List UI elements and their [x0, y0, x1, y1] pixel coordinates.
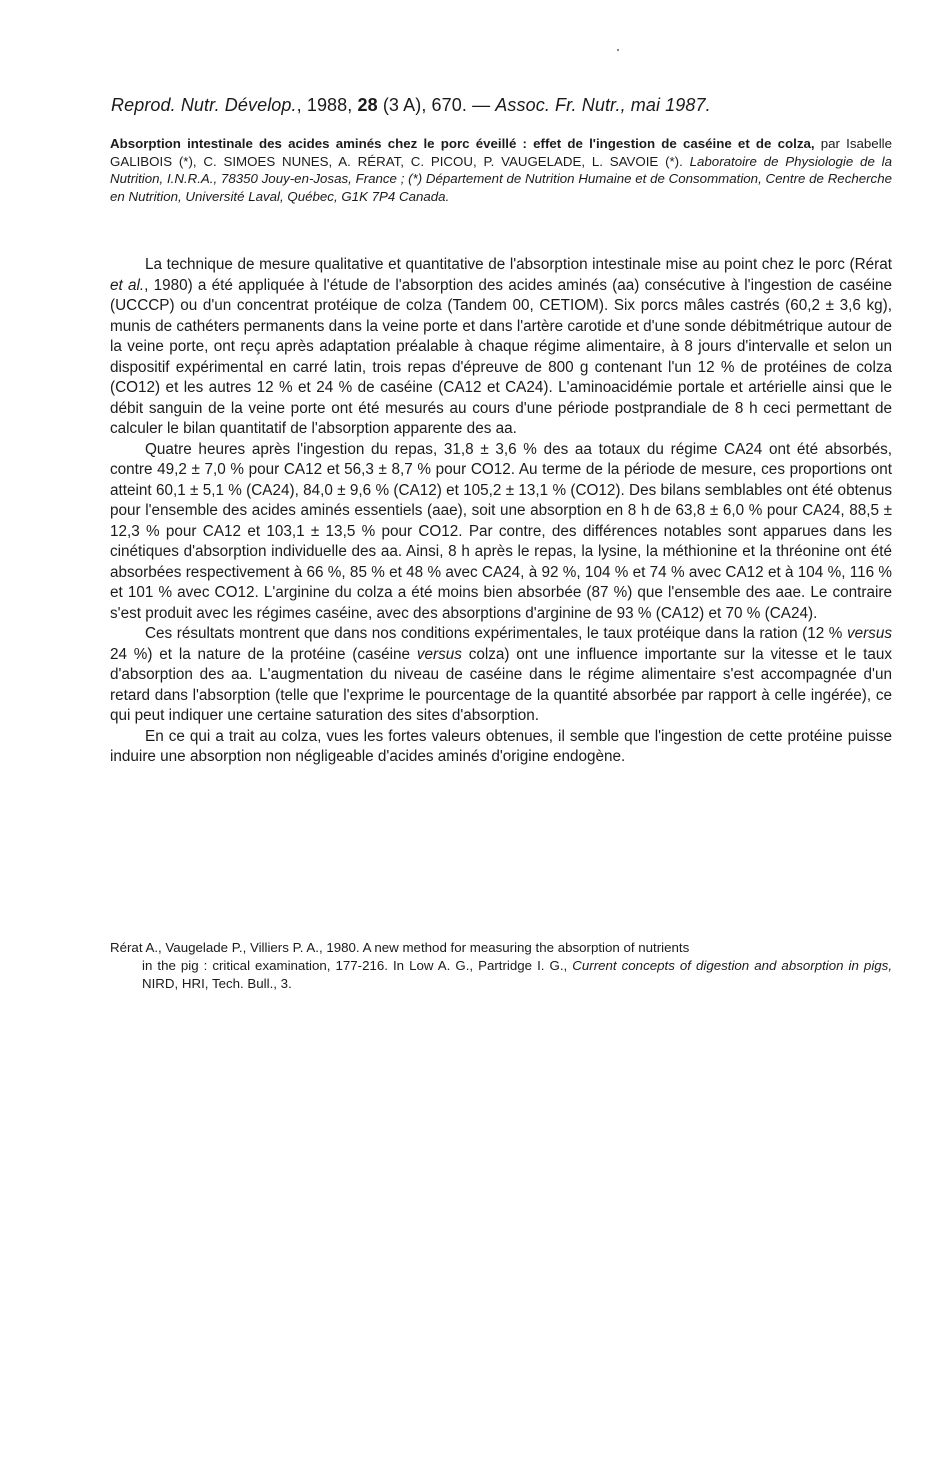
paragraph-3 [110, 624, 892, 727]
journal-name: Reprod. Nutr. Dévelop. [111, 95, 297, 115]
p3-text-b: 24 %) et la nature de la protéine (caséine [110, 645, 417, 663]
reference-book-title: Current concepts of digestion and absorption in pigs, [572, 958, 893, 973]
reference-line-1: Rérat A., Vaugelade P., Villiers P. A., 1980. A new method for measuring the absorption of nutrients [110, 940, 690, 955]
article-heading [110, 135, 892, 205]
p1-text-a: La technique de mesure qualitative et quantitative de l'absorption intestinale mise au point chez le porc (Rérat [145, 256, 892, 273]
paragraph-1 [110, 255, 892, 440]
article-title: Absorption intestinale des acides aminés chez le porc éveillé : effet de l'ingestion de caséine et de colza, [110, 136, 815, 151]
paragraph-4: En ce qui a trait au colza, vues les fortes valeurs obtenues, il semble que l'ingestion de cette protéine puisse induire une absorption non négligeable d'acides aminés d'origine endogène. [110, 727, 892, 765]
by-word: par [814, 136, 847, 151]
p3-text-a: Ces résultats montrent que dans nos conditions expérimentales, le taux protéique dans la ration (12 % [145, 625, 847, 642]
reference [110, 939, 892, 993]
scan-speck [617, 49, 619, 51]
meeting: Assoc. Fr. Nutr., mai 1987. [495, 95, 711, 115]
p3-text-c: colza) ont une influence importante sur la vitesse et le taux d'absorption des aa. L'augmentation du niveau de caséine dans le régime alimentaire s'est accompagnée d'un retard dans l'absorption (telle que l'exprime le pourcentage de la quantité absorbée par rapport à celle ingérée), ce qui peut indiquer une certaine saturation des sites d'absorption. [110, 645, 892, 724]
issue-pages: (3 A), 670. [382, 95, 467, 115]
reference-text-b: NIRD, HRI, Tech. Bull., 3. [142, 976, 292, 991]
p3-versus-2: versus [416, 645, 462, 663]
dash: — [466, 95, 496, 115]
running-head [111, 95, 861, 116]
year: , 1988, [296, 95, 353, 115]
p1-text-b: , 1980) a été appliquée à l'étude de l'absorption des acides aminés (aa) consécutive à l'ingestion de caséine (UCCCP) ou d'un concentrat protéique de colza (Tandem 00, CETIOM). Six porcs mâles castrés (60,2 ± 3,6 kg), munis de cathéters permanents dans la veine porte et dans l'artère carotide et d'une sonde débitmétrique autour de la veine porte, ont reçu après adaptation préalable à chaque régime alimentaire, à 8 jours d'intervalle et selon un dispositif expérimental en carré latin, trois repas d'épreuve de 800 g contenant l'un 12 % de protéines de colza (CO12) et les autres 12 % et 24 % de caséine (CA12 et CA24). L'aminoacidémie portale et artérielle ainsi que le débit sanguin de la veine porte ont été mesurés au cours d'une période postprandiale de 8 h ceci permettant de calculer le bilan quantitatif de l'absorption apparente des aa. [110, 276, 892, 437]
reference-text-a: in the pig : critical examination, 177-216. In Low A. G., Partridge I. G., [142, 958, 573, 973]
article-body [110, 255, 892, 768]
p3-versus-1: versus [846, 625, 892, 642]
reference-continuation [110, 957, 892, 993]
p1-etal: et al. [110, 276, 145, 294]
volume: 28 [357, 95, 378, 115]
paragraph-2: Quatre heures après l'ingestion du repas, 31,8 ± 3,6 % des aa totaux du régime CA24 ont été absorbés, contre 49,2 ± 7,0 % pour CA12 et 56,3 ± 8,7 % pour CO12. Au terme de la période de mesure, ces proportions ont atteint 60,1 ± 5,1 % (CA24), 84,0 ± 9,6 % (CA12) et 105,2 ± 13,1 % (CO12). Des bilans semblables ont été obtenus pour l'ensemble des acides aminés essentiels (aae), soit une absorption en 8 h de 63,8 ± 6,0 % pour CA24, 88,5 ± 12,3 % pour CA12 et 103,1 ± 13,5 % pour CO12. Par contre, des différences notables sont apparues dans les cinétiques d'absorption individuelle des aa. Ainsi, 8 h après le repas, la lysine, la méthionine et la thréonine ont été absorbées respectivement à 66 %, 85 % et 48 % avec CA24, à 92 %, 104 % et 74 % avec CA12 et à 104 %, 116 % et 101 % avec CO12. L'arginine du colza a été moins bien absorbée (87 %) que l'ensemble des aae. Le contraire s'est produit avec les régimes caséine, avec des absorptions d'arginine de 93 % (CA12) et 70 % (CA24). [110, 440, 892, 622]
affiliation: Laboratoire de Physiologie de la Nutrition, I.N.R.A., 78350 Jouy-en-Josas, France ; (*) Département de Nutrition Humaine et de Consommation, Centre de Recherche en Nutrition, Université Laval, Québec, G1K 7P4 Canada. [110, 153, 892, 204]
authors: Isabelle GALIBOIS (*), C. SIMOES NUNES, A. RÉRAT, C. PICOU, P. VAUGELADE, L. SAVOIE (*). [110, 136, 893, 169]
